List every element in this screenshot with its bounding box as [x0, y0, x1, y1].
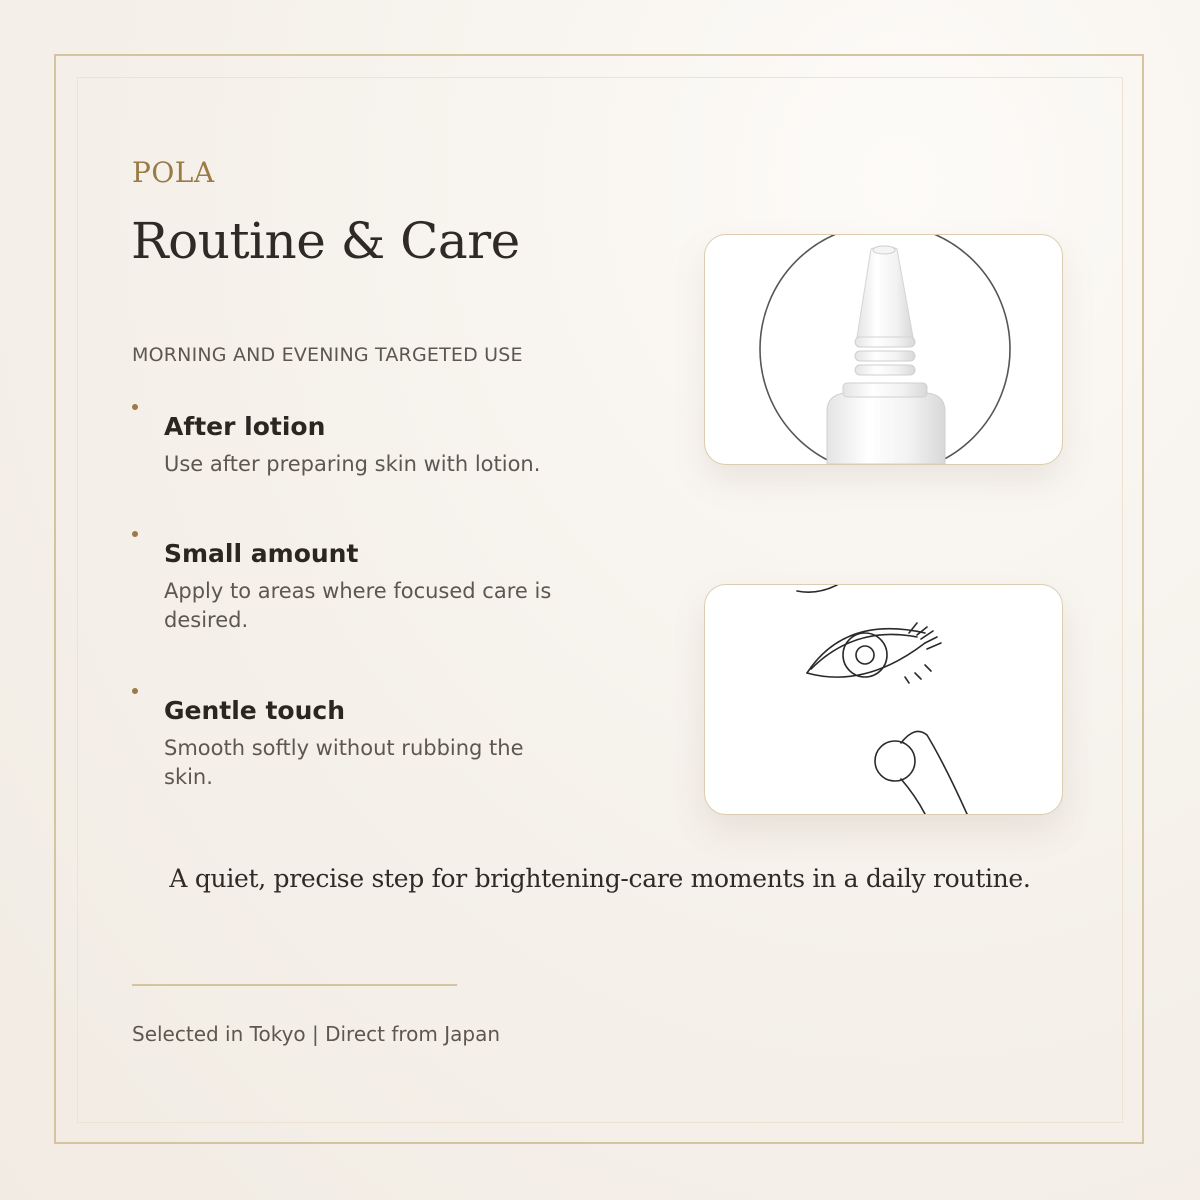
section-subtitle: MORNING AND EVENING TARGETED USE [132, 344, 523, 366]
tube-nozzle-card [704, 234, 1063, 465]
step-description: Smooth softly without rubbing the skin. [164, 736, 524, 789]
step-title: Gentle touch [164, 696, 345, 725]
divider [132, 984, 457, 986]
step-description: Use after preparing skin with lotion. [164, 452, 541, 476]
page-title: Routine & Care [131, 212, 520, 270]
bullet-dot-icon [132, 531, 138, 537]
brand-name: POLA [132, 156, 215, 189]
step-title: Small amount [164, 539, 359, 568]
tube-nozzle-icon [705, 235, 1062, 464]
footer-text: Selected in Tokyo | Direct from Japan [132, 1022, 501, 1046]
bullet-dot-icon [132, 688, 138, 694]
eye-application-card [704, 584, 1063, 815]
step-description: Apply to areas where focused care is desired. [164, 579, 552, 632]
tagline: A quiet, precise step for brightening-care moments in a daily routine. [169, 864, 1031, 893]
eye-application-icon [705, 585, 1062, 814]
step-title: After lotion [164, 412, 326, 441]
bullet-dot-icon [132, 404, 138, 410]
